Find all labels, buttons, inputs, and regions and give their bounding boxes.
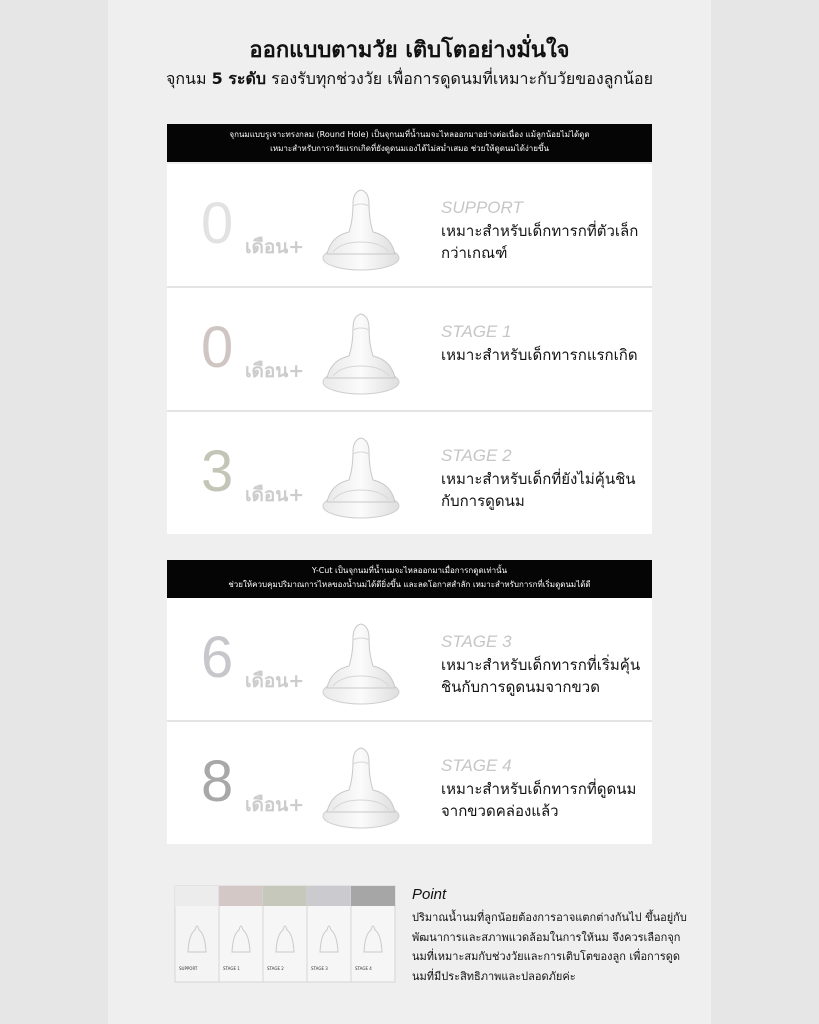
age-unit: เดือน+ — [245, 794, 305, 816]
box-label: STAGE 4 — [355, 966, 372, 971]
product-box — [351, 886, 395, 982]
page-subtitle — [0, 67, 819, 92]
box-label: STAGE 1 — [223, 966, 240, 971]
age-unit: เดือน+ — [245, 360, 305, 382]
subtitle-suffix: รองรับทุกช่วงวัย เพื่อการดูดนมที่เหมาะกับวัยของลูกน้อย — [266, 69, 654, 88]
nipple-icon — [319, 742, 403, 830]
banner-line: เหมาะสำหรับการกวัยแรกเกิดที่ยังดูดนมเองได้ไม่สม่ำเสมอ ช่วยให้ดูดนมได้ง่ายขึ้น — [270, 144, 549, 153]
point-title: Point — [412, 886, 447, 903]
box-label: STAGE 2 — [267, 966, 284, 971]
box-label: STAGE 3 — [311, 966, 328, 971]
age-number: 6 — [201, 625, 234, 690]
stage-name: STAGE 3 — [441, 632, 512, 651]
nipple-icon — [319, 308, 403, 396]
banner-line: ช่วยให้ควบคุมปริมาณการไหลของน้ำนมได้ดียิ่งขึ้น และลดโอกาสสำลัก เหมาะสำหรับการกที่เริ่มดูดนมได้ดี — [228, 580, 591, 589]
stage-card-4 — [167, 722, 652, 844]
product-box — [307, 886, 351, 982]
stage-description: เหมาะสำหรับเด็กทารกที่ดูดนมจากขวดคล่องแล้ว — [441, 780, 637, 820]
stage-card-3 — [167, 598, 652, 720]
stage-name: STAGE 4 — [441, 756, 512, 775]
stage-description: เหมาะสำหรับเด็กที่ยังไม่คุ้นชินกับการดูดนม — [441, 470, 636, 510]
stage-description: เหมาะสำหรับเด็กทารกแรกเกิด — [441, 346, 638, 364]
age-number: 3 — [201, 439, 234, 504]
stage-name: STAGE 1 — [441, 322, 512, 341]
stage-name: STAGE 2 — [441, 446, 512, 465]
stage-description: เหมาะสำหรับเด็กทารกที่เริ่มคุ้นชินกับการดูดนมจากขวด — [441, 656, 641, 696]
point-text: ปริมาณน้ำนมที่ลูกน้อยต้องการอาจแตกต่างกันไป ขึ้นอยู่กับพัฒนาการและสภาพแวดล้อมในการให้นม จึงควรเลือกจุกนมที่เหมาะสมกับช่วงวัยและการเติบโตของลูก เพื่อการดูดนมที่มีประสิทธิภาพและปลอดภัยค่ะ — [412, 911, 687, 983]
age-number: 0 — [201, 315, 234, 380]
page-title: ออกแบบตามวัย เติบโตอย่างมั่นใจ — [249, 38, 570, 63]
banner-line: Y-Cut เป็นจุกนมที่น้ำนมจะไหลออกมาเมื่อการกดูดเท่านั้น — [311, 566, 508, 575]
product-boxes-image — [173, 882, 400, 986]
nipple-icon — [319, 618, 403, 706]
stage-description: เหมาะสำหรับเด็กทารกที่ตัวเล็กกว่าเกณฑ์ — [441, 222, 639, 262]
age-unit: เดือน+ — [245, 670, 305, 692]
banner-line: จุกนมแบบรูเจาะทรงกลม (Round Hole) เป็นจุกนมที่น้ำนมจะไหลออกมาอย่างต่อเนื่อง แม้ลูกน้อยไม่ได้ดูด — [229, 130, 590, 139]
subtitle-highlight: 5 ระดับ — [211, 69, 267, 88]
nipple-icon — [319, 184, 403, 272]
stage-card-2 — [167, 412, 652, 534]
product-box — [175, 886, 219, 982]
stage-card-support — [167, 164, 652, 286]
stage-name: SUPPORT — [441, 198, 523, 217]
stage-card-1 — [167, 288, 652, 410]
subtitle-prefix: จุกนม — [165, 69, 212, 88]
y-cut-banner — [167, 560, 652, 598]
nipple-icon — [319, 432, 403, 520]
age-number: 8 — [201, 749, 234, 814]
age-unit: เดือน+ — [245, 236, 305, 258]
box-label: SUPPORT — [179, 966, 198, 971]
age-number: 0 — [201, 191, 234, 256]
round-hole-banner — [167, 124, 652, 162]
age-unit: เดือน+ — [245, 484, 305, 506]
product-box — [219, 886, 263, 982]
product-box — [263, 886, 307, 982]
